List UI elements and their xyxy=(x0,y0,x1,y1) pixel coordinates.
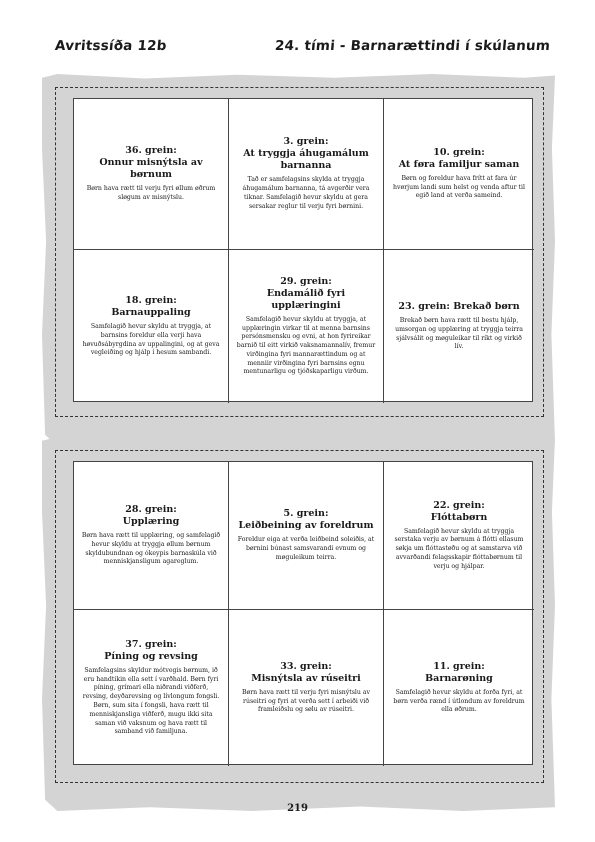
card-number: 36. grein: xyxy=(125,145,177,157)
card-article-18 xyxy=(74,250,229,403)
card-title: Upplæring xyxy=(122,515,180,527)
card-article-33 xyxy=(229,610,384,766)
card-number: 28. grein: xyxy=(125,503,177,515)
card-article-37 xyxy=(74,610,229,766)
card-number: 3. grein: xyxy=(283,136,329,148)
card-article-29 xyxy=(229,250,384,403)
card-title: Misnýtsla av rúseitri xyxy=(251,672,361,684)
card-text: Børn hava rætt til verju fyri misnýtslu av rúseitri og fyri at verða sett í arbeiði við framleiðslu og sølu av rúseitri. xyxy=(241,688,371,714)
card-number: 22. grein: xyxy=(433,499,485,511)
card-article-3 xyxy=(229,99,384,250)
card-text: Samfelagið hevur skyldu at tryggja serstaka verju av børnum á flótti ellasum søkja um flóttastøðu og at samstarva við avvarðandi felagsskapir flóttabørnum til verju og hjálpar. xyxy=(394,527,524,570)
card-text: Børn hava rætt til upplæring, og samfelagið hevur skyldu at tryggja øllum børnum skyldubundnan og ókeypis barnaskúla við menniskjansligum agareglum. xyxy=(81,531,221,566)
card-number: 10. grein: xyxy=(433,146,485,158)
card-number: 5. grein: xyxy=(283,508,329,520)
card-title: At føra familjur saman xyxy=(398,158,520,170)
bottom-card-grid xyxy=(73,461,533,765)
card-title: Leiðbeining av foreldrum xyxy=(238,520,374,532)
worksheet-label: Avritssíða 12b xyxy=(54,38,168,54)
card-article-5 xyxy=(229,462,384,610)
card-title: Endamálið fyri upplæringini xyxy=(266,287,346,311)
card-text: Samfelagið hevur skyldu at tryggja, at upplæringin virkar til at menna barnsins persónsmensku og evni, at hon fyrireikar barnið til eitt virkið vaksnamannalív, fremur virðingina fyri mannarættindum og at menniir virðingina fyri barnsins egnu mentunarligu og tjóðskaparligu virðum. xyxy=(236,315,376,376)
card-title: At tryggja áhugamálum barnanna xyxy=(243,148,369,172)
card-title: Onnur misnýtsla av børnum xyxy=(99,157,203,181)
card-text: Foreldur eiga at verða leiðbeind soleiðis, at børnini búnast samsvarandi evnum og møguleikum teirra. xyxy=(237,536,375,561)
card-article-10 xyxy=(384,99,534,250)
card-article-22 xyxy=(384,462,534,610)
card-number: 33. grein: xyxy=(280,660,332,672)
card-text: Samfelagið hevur skyldu at tryggja, at barnsins foreldur ella verji hava høvuðsábyrgdina av uppalingini, og at geva vegleiðing og hjálp í hesum sambandi. xyxy=(82,322,220,357)
card-number: 37. grein: xyxy=(125,638,177,650)
card-title: Píning og revsing xyxy=(104,650,198,662)
top-card-grid xyxy=(73,98,533,402)
card-number: 18. grein: xyxy=(125,294,177,306)
card-article-11 xyxy=(384,610,534,766)
card-number: 29. grein: xyxy=(280,275,332,287)
card-text: Børn og foreldur hava frítt at fara úr hvørjum landi sum helst og venda aftur til egið land at verða sameind. xyxy=(393,174,525,200)
card-title: Flóttabørn xyxy=(430,511,488,523)
card-title: Barnauppaling xyxy=(111,306,191,318)
card-text: Brekað børn hava rætt til bestu hjálp, umsorgan og upplæring at tryggja teirra sjálvsálit og møguleikar til ríkt og virkið lív. xyxy=(395,316,523,351)
card-title: Barnarøning xyxy=(425,672,493,684)
card-text: Tað er samfelagsins skylda at tryggja áhugamálum barnanna, tá avgerðir vera tiknar. Samfelagið hevur skyldu at gera sersakar reglur til verju fyri børnini. xyxy=(242,176,370,210)
card-article-23 xyxy=(384,250,534,403)
card-text: Samfelagið hevur skyldu at forða fyri, at børn verða rænd í útlondum av foreldrum ella øðrum. xyxy=(393,688,525,714)
card-number: 23. grein: Brekað børn xyxy=(398,300,520,312)
page-number: 219 xyxy=(287,803,308,814)
card-article-36 xyxy=(74,99,229,250)
card-text: Børn hava rætt til verju fyri øllum øðrum sløgum av misnýtslu. xyxy=(86,185,216,201)
lesson-title: 24. tími - Barnarættindi í skúlanum xyxy=(274,38,551,54)
card-text: Samfelagsins skyldur mótvegis børnum, ið eru handtikin ella sett í varðhald. Børn fyri píning, grímari ella niðrandi viðferð, revsing, deyðarevsing og lívlongum fongsli. Børn, sum sita í fongsli, hava rætt til menniskjansliga viðferð, mugu ikki sita saman við vaksnum og hava rætt til samband við familjuna. xyxy=(82,666,220,736)
card-article-28 xyxy=(74,462,229,610)
card-number: 11. grein: xyxy=(433,660,485,672)
